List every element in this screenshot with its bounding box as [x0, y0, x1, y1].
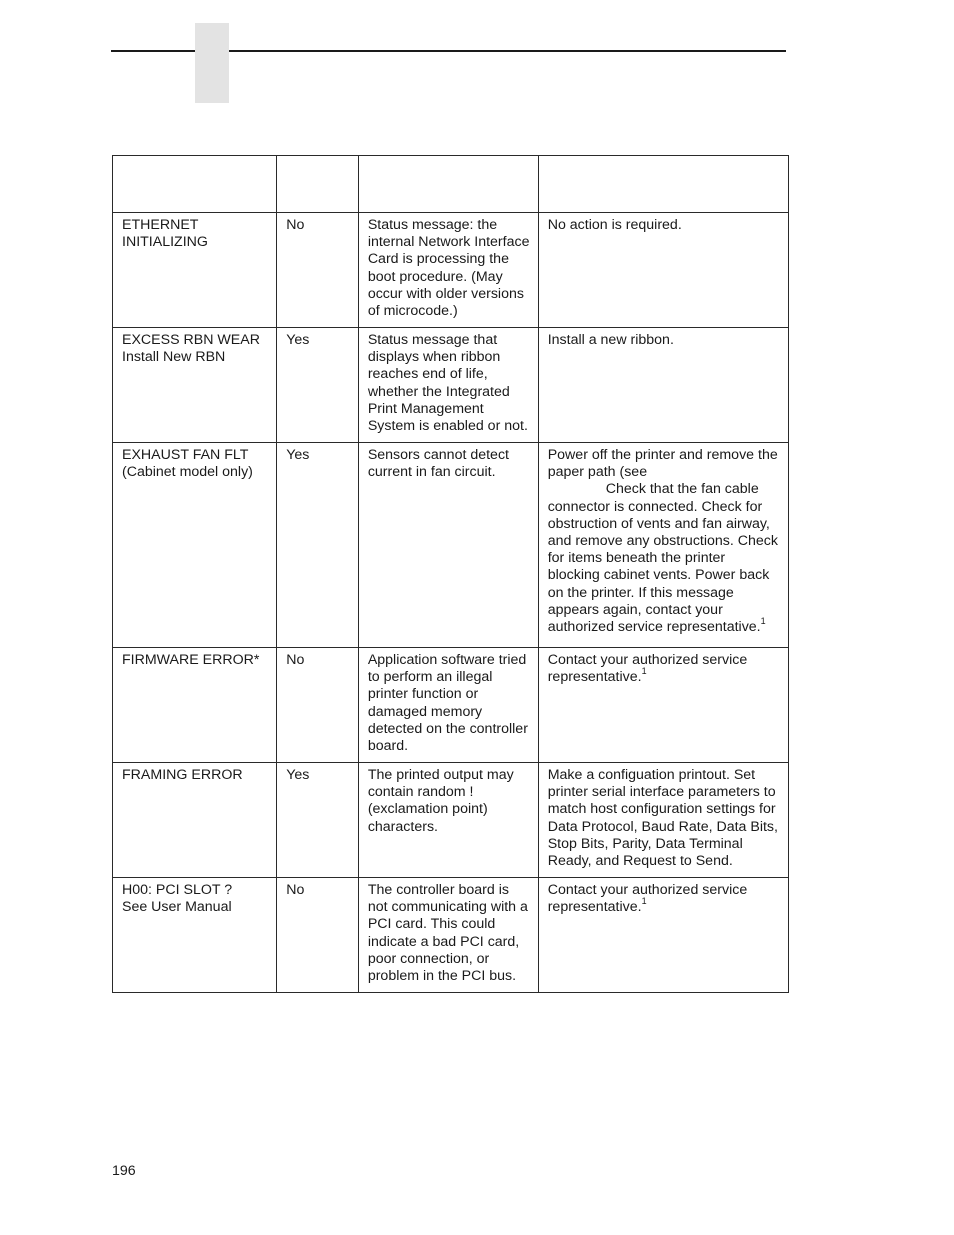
- solution-cell: [538, 878, 788, 993]
- message-cell: [113, 878, 277, 993]
- displayed-cell: No: [277, 213, 359, 328]
- chapter-tab: [195, 23, 229, 103]
- message-cell: [113, 648, 277, 763]
- solution-cell: [538, 213, 788, 328]
- message-line: INITIALIZING: [122, 234, 208, 251]
- solution-text: Power off the printer and remove the paper path (see: [547, 447, 778, 481]
- solution-cell: [538, 328, 788, 443]
- column-header-solution: [538, 156, 788, 213]
- message-line: FRAMING ERROR: [122, 767, 243, 783]
- message-line: ETHERNET: [122, 217, 199, 233]
- footnote-marker: 1: [641, 896, 647, 907]
- column-header-displayed: [277, 156, 359, 213]
- table-row: [113, 878, 789, 993]
- solution-text: Check that the fan cable connector is connected. Check for obstruction of vents and fan airway, and remove any obstructions. Check for items beneath the printer blocking cabinet vents. Power back on the printer. If this message appears again, contact your authorized service representative.: [547, 481, 778, 636]
- message-line: (Cabinet model only): [122, 464, 253, 481]
- solution-text: Make a configuation printout. Set printer serial interface parameters to match host configuration settings for Data Protocol, Baud Rate, Data Bits, Stop Bits, Parity, Data Terminal Ready, and Request to Send.: [547, 767, 778, 870]
- explanation-cell: The controller board is not communicating with a PCI card. This could indicate a bad PCI card, poor connection, or problem in the PCI bus.: [358, 878, 538, 993]
- table-row: [113, 443, 789, 648]
- table-row: [113, 763, 789, 878]
- column-header-explanation: [358, 156, 538, 213]
- table-row: [113, 213, 789, 328]
- solution-text: Contact your authorized service representative.: [547, 652, 748, 686]
- message-line: See User Manual: [122, 899, 232, 916]
- message-cell: [113, 213, 277, 328]
- message-cell: [113, 328, 277, 443]
- message-cell: [113, 763, 277, 878]
- page-number: 196: [112, 1163, 136, 1179]
- error-message-table: [112, 155, 789, 993]
- displayed-cell: Yes: [277, 763, 359, 878]
- solution-cell: [538, 763, 788, 878]
- solution-cell: [538, 648, 788, 763]
- message-line: Install New RBN: [122, 349, 226, 366]
- table-header-row: [113, 156, 789, 213]
- explanation-cell: Status message: the internal Network Interface Card is processing the boot procedure. (May occur with older versions of microcode.): [358, 213, 538, 328]
- table-row: [113, 328, 789, 443]
- solution-text: No action is required.: [547, 217, 682, 233]
- message-line: EXCESS RBN WEAR: [122, 332, 260, 348]
- displayed-cell: Yes: [277, 443, 359, 648]
- solution-text: Contact your authorized service representative.: [547, 882, 748, 916]
- displayed-cell: Yes: [277, 328, 359, 443]
- message-cell: [113, 443, 277, 648]
- solution-text: Install a new ribbon.: [547, 332, 674, 348]
- solution-cell: [538, 443, 788, 648]
- table-row: [113, 648, 789, 763]
- explanation-cell: Application software tried to perform an illegal printer function or damaged memory detected on the controller board.: [358, 648, 538, 763]
- message-line: H00: PCI SLOT ?: [122, 882, 233, 898]
- explanation-cell: Status message that displays when ribbon reaches end of life, whether the Integrated Print Management System is enabled or not.: [358, 328, 538, 443]
- footnote-marker: 1: [641, 666, 647, 677]
- footnote-marker: 1: [760, 616, 766, 627]
- column-header-message: [113, 156, 277, 213]
- displayed-cell: No: [277, 648, 359, 763]
- displayed-cell: No: [277, 878, 359, 993]
- message-line: FIRMWARE ERROR*: [122, 652, 260, 668]
- explanation-cell: Sensors cannot detect current in fan circuit.: [358, 443, 538, 648]
- message-line: EXHAUST FAN FLT: [122, 447, 249, 463]
- explanation-cell: The printed output may contain random ! (exclamation point) characters.: [358, 763, 538, 878]
